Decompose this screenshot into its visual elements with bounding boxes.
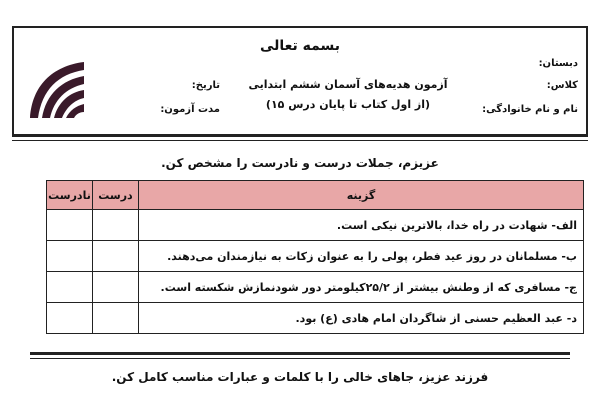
class-label: کلاس: (546, 80, 578, 91)
header-divider-thin (12, 140, 588, 141)
school-label: دبستان: (538, 58, 578, 69)
exam-scope: (از اول کتاب تا پایان درس ۱۵) (265, 98, 431, 111)
true-cell[interactable] (93, 241, 139, 272)
basmala: بسمه تعالی (259, 38, 341, 54)
name-label: نام و نام خانوادگی: (482, 104, 578, 115)
table-row (47, 210, 584, 241)
header-true: درست (93, 181, 139, 210)
statement-b: ب- مسلمانان در روز عید فطر، پولی را به عنوان زکات به نیازمندان می‌دهند. (139, 241, 584, 272)
statement-d: د- عبد العظیم حسنی از شاگردان امام هادی (ع) بود. (139, 303, 584, 334)
table-row (47, 241, 584, 272)
header-false: نادرست (47, 181, 93, 210)
false-cell[interactable] (47, 272, 93, 303)
false-cell[interactable] (47, 210, 93, 241)
true-cell[interactable] (93, 210, 139, 241)
exam-title: آزمون هدیه‌های آسمان ششم ابتدایی (248, 78, 448, 91)
section2-instruction: فرزند عزیز، جاهای خالی را با کلمات و عبارات مناسب کامل کن. (111, 370, 489, 384)
section-divider-thin (30, 358, 570, 359)
table-row (47, 272, 584, 303)
section-divider-thick (30, 352, 570, 355)
true-cell[interactable] (93, 303, 139, 334)
school-logo-icon (22, 56, 92, 126)
false-cell[interactable] (47, 303, 93, 334)
false-cell[interactable] (47, 241, 93, 272)
true-false-table (46, 180, 584, 334)
true-cell[interactable] (93, 272, 139, 303)
section1-instruction: عزیزم، جملات درست و نادرست را مشخص کن. (161, 156, 439, 170)
statement-a: الف- شهادت در راه خدا، بالاترین نیکی است. (139, 210, 584, 241)
statement-c: ج- مسافری که از وطنش بیشتر از ۲۵/۲کیلومتر دور شودنمازش شکسته است. (139, 272, 584, 303)
duration-label: مدت آزمون: (160, 104, 220, 115)
date-label: تاریخ: (191, 80, 220, 91)
table-header-row (47, 181, 584, 210)
header-divider-thick (12, 134, 588, 137)
table-row (47, 303, 584, 334)
header-option: گزینه (139, 181, 584, 210)
